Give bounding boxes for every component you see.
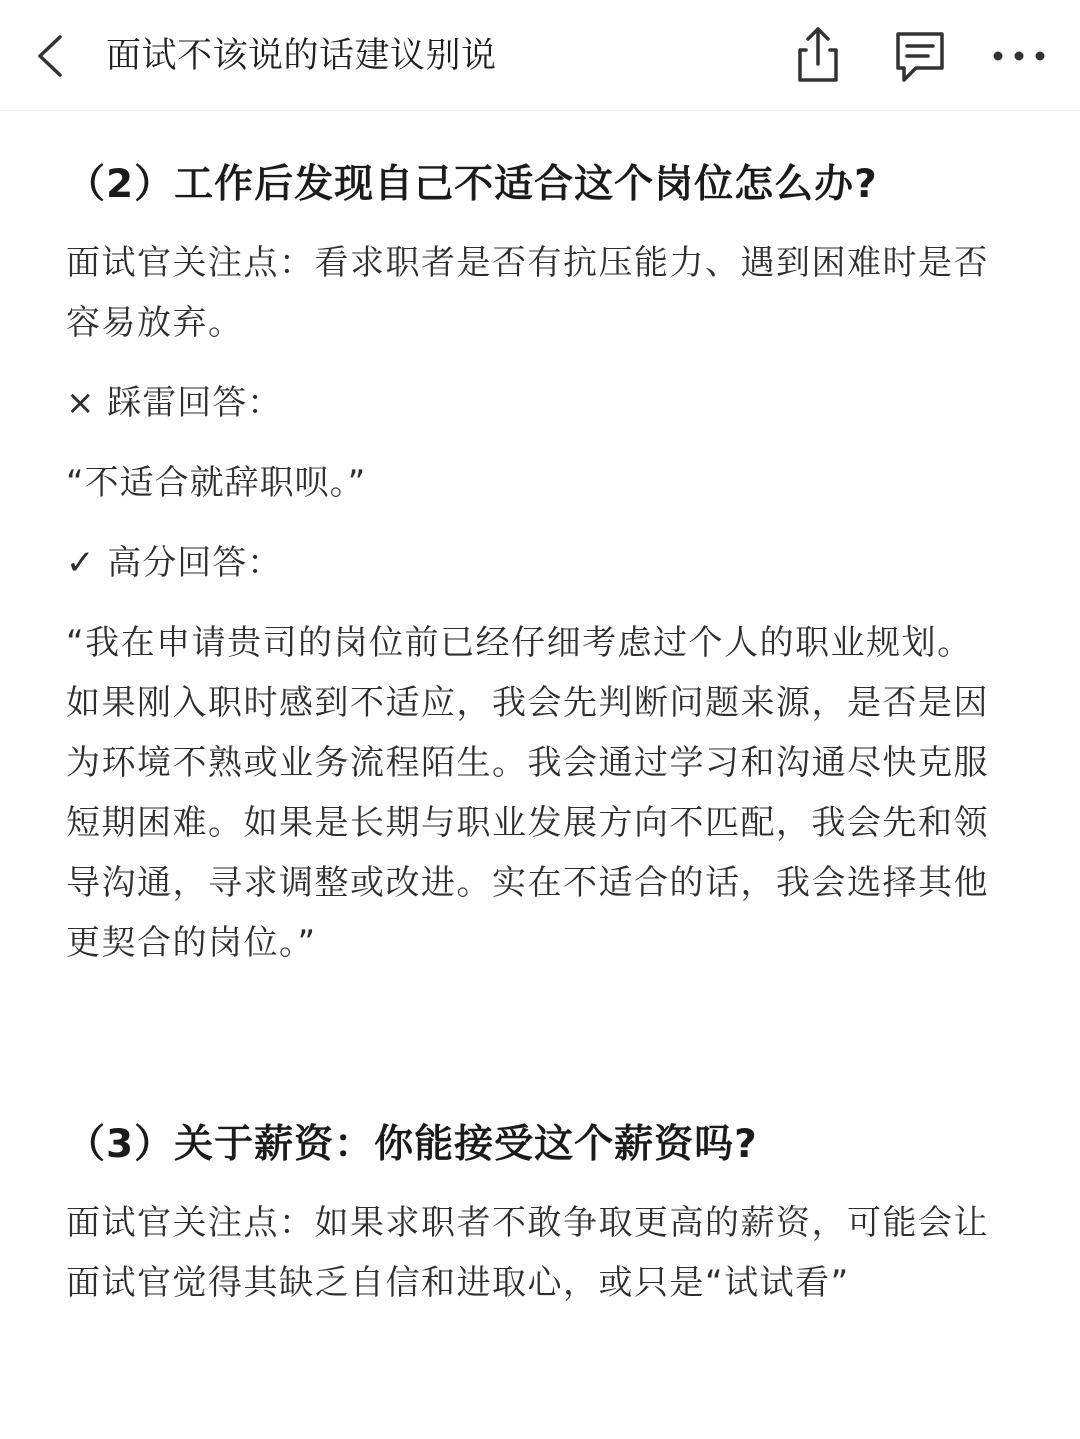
section-heading: （3）关于薪资：你能接受这个薪资吗? (66, 1122, 758, 1167)
bad-answer-label: × 踩雷回答： (66, 383, 283, 423)
comment-button[interactable] (888, 24, 948, 86)
nav-title: 面试不该说的话建议别说 (106, 36, 497, 76)
bad-answer-quote: “不适合就辞职呗。” (66, 463, 367, 503)
good-answer-label: ✓ 高分回答： (66, 543, 283, 583)
share-button[interactable] (788, 24, 848, 86)
more-button[interactable] (988, 24, 1052, 86)
nav-bar (0, 0, 1080, 111)
good-answer-quote: “我在申请贵司的岗位前已经仔细考虑过个人的职业规划。如果刚入职时感到不适应，我会先判断问题来源，是否是因为环境不熟或业务流程陌生。我会通过学习和沟通尽快克服短期困难。如果是长期与职业发展方向不匹配，我会先和领导沟通，寻求调整或改进。实在不适合的话，我会选择其他更契合的岗位。” (66, 623, 989, 963)
comment-icon (888, 24, 948, 86)
section-heading: （2）工作后发现自己不适合这个岗位怎么办? (66, 162, 878, 207)
focus-paragraph: 面试官关注点：看求职者是否有抗压能力、遇到困难时是否容易放弃。 (66, 243, 989, 343)
focus-paragraph: 面试官关注点：如果求职者不敢争取更高的薪资，可能会让面试官觉得其缺乏自信和进取心，或只是“试试看” (66, 1203, 989, 1303)
chevron-left-icon (30, 30, 74, 82)
share-icon (788, 24, 848, 86)
back-button[interactable] (30, 30, 74, 82)
more-dots-icon (988, 24, 1052, 86)
